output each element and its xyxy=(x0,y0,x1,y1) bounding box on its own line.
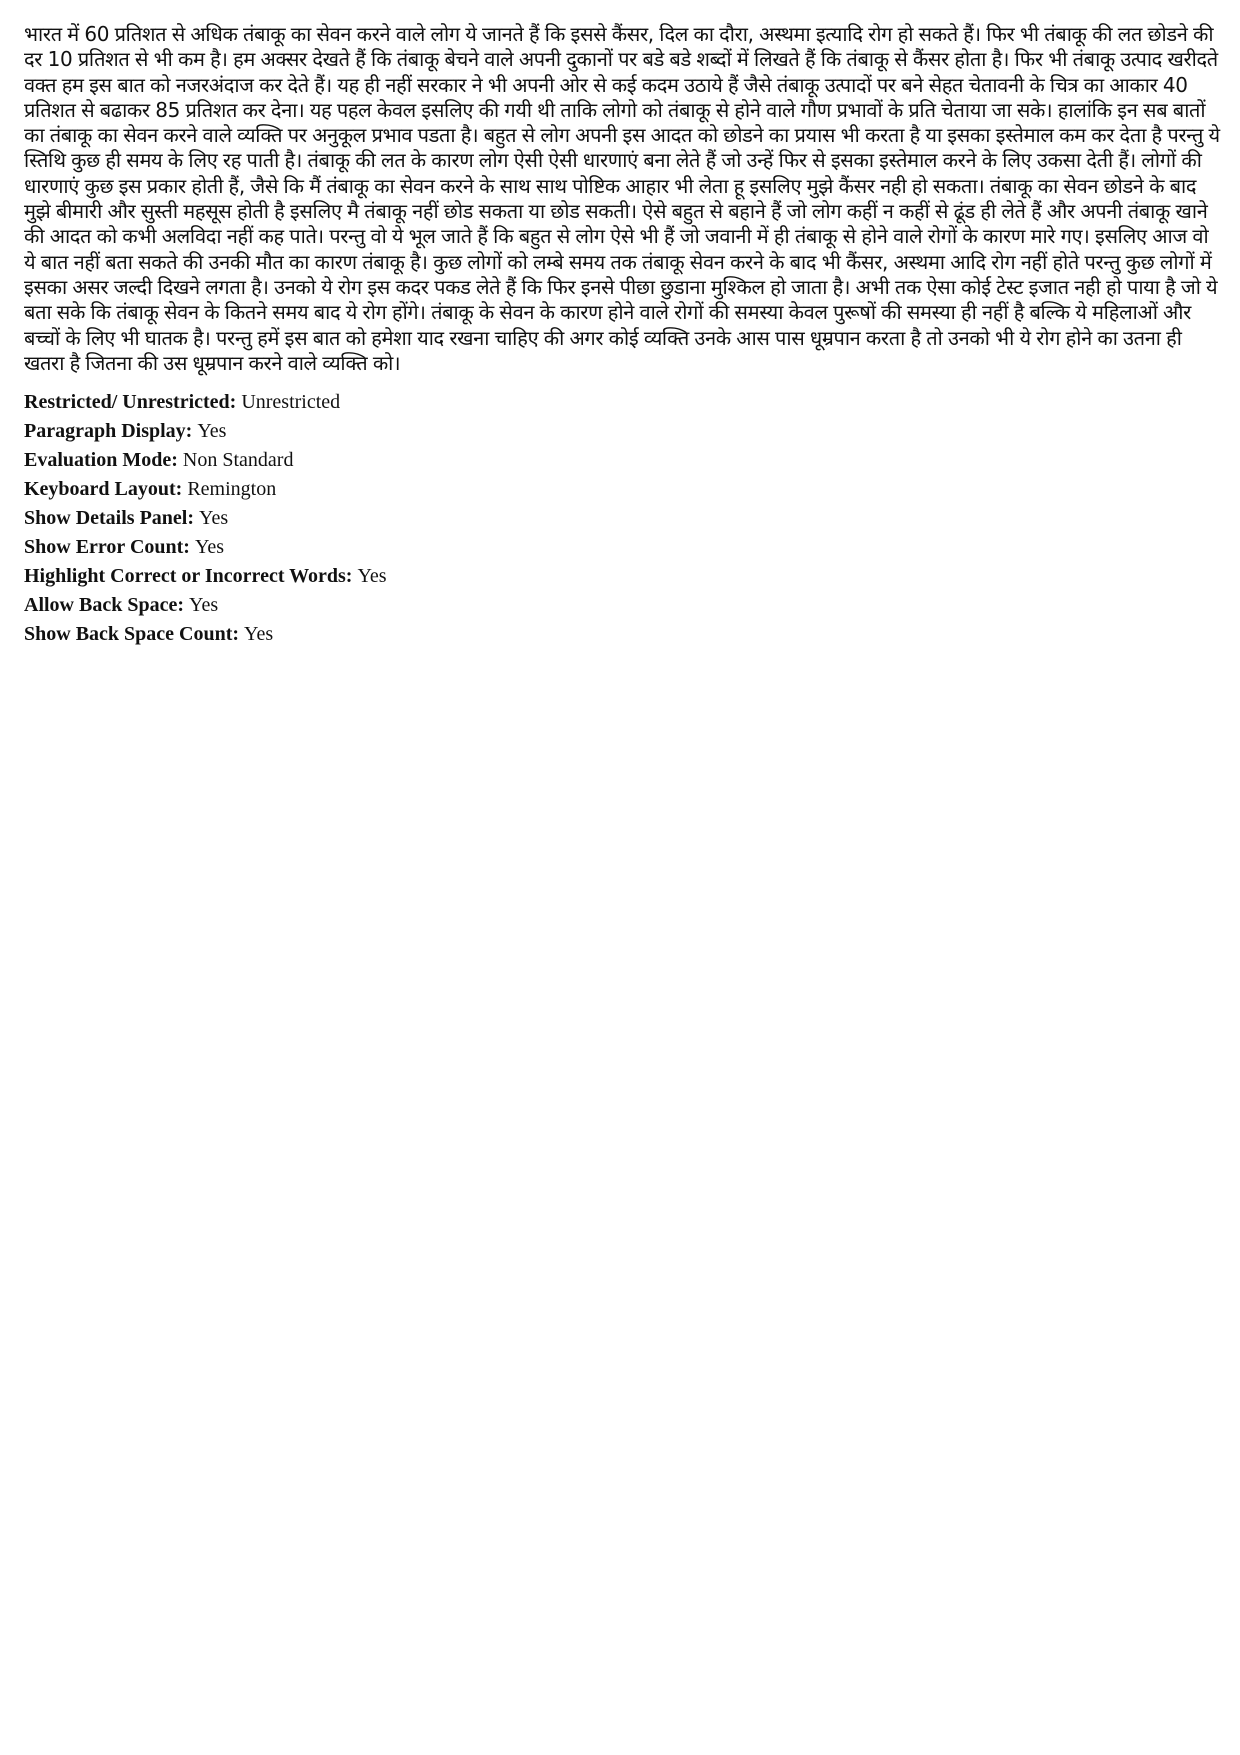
setting-value: Yes xyxy=(244,623,274,646)
setting-value: Remington xyxy=(187,478,277,501)
setting-value: Unrestricted xyxy=(241,391,341,414)
setting-paragraph-display xyxy=(24,417,1220,446)
setting-label: Highlight Correct or Incorrect Words: xyxy=(24,565,358,588)
setting-value: Yes xyxy=(194,536,225,559)
setting-value: Yes xyxy=(197,420,227,443)
setting-highlight-words xyxy=(24,562,1220,591)
setting-label: Show Details Panel: xyxy=(24,507,199,530)
setting-label: Keyboard Layout: xyxy=(24,478,188,501)
setting-keyboard-layout xyxy=(24,475,1220,504)
settings-list xyxy=(24,388,1220,649)
setting-allow-back-space xyxy=(24,591,1220,620)
setting-label: Paragraph Display: xyxy=(24,420,198,443)
setting-label: Allow Back Space: xyxy=(24,594,189,617)
document-page xyxy=(24,22,1220,649)
setting-label: Show Error Count: xyxy=(24,536,195,559)
setting-label: Show Back Space Count: xyxy=(24,623,245,646)
setting-show-details-panel xyxy=(24,504,1220,533)
setting-value: Yes xyxy=(189,594,219,617)
setting-restricted xyxy=(24,388,1220,417)
setting-label: Restricted/ Unrestricted: xyxy=(24,391,242,414)
setting-value: Yes xyxy=(357,565,387,588)
setting-show-back-space-count xyxy=(24,620,1220,649)
setting-value: Yes xyxy=(199,507,229,530)
setting-show-error-count xyxy=(24,533,1220,562)
setting-label: Evaluation Mode: xyxy=(24,449,183,472)
setting-evaluation-mode xyxy=(24,446,1220,475)
typing-passage: भारत में 60 प्रतिशत से अधिक तंबाकू का सेवन करने वाले लोग ये जानते हैं कि इससे कैंसर, दिल का दौरा, अस्थमा इत्यादि रोग हो सकते हैं। फिर भी तंबाकू की लत छोडने की दर 10 प्रतिशत से भी कम है। हम अक्सर देखते हैं कि तंबाकू बेचने वाले अपनी दुकानों पर बडे बडे शब्दों में लिखते हैं कि तंबाकू से कैंसर होता है। फिर भी तंबाकू उत्पाद खरीदते वक्त हम इस बात को नजरअंदाज कर देते हैं। यह ही नहीं सरकार ने भी अपनी ओर से कई कदम उठाये हैं जैसे तंबाकू उत्पादों पर बने सेहत चेतावनी के चित्र का आकार 40 प्रतिशत से बढाकर 85 प्रतिशत कर देना। यह पहल केवल इसलिए की गयी थी ताकि लोगो को तंबाकू से होने वाले गौण प्रभावों के प्रति चेताया जा सके। हालांकि इन सब बातों का तंबाकू का सेवन करने वाले व्यक्ति पर अनुकूल प्रभाव पडता है। बहुत से लोग अपनी इस आदत को छोडने का प्रयास भी करता है या इसका इस्तेमाल कम कर देता है परन्तु ये स्तिथि कुछ ही समय के लिए रह पाती है। तंबाकू की लत के कारण लोग ऐसी ऐसी धारणाएं बना लेते हैं जो उन्हें फिर से इसका इस्तेमाल करने के लिए उकसा देती हैं। लोगों की धारणाएं कुछ इस प्रकार होती हैं, जैसे कि मैं तंबाकू का सेवन करने के साथ साथ पोष्टिक आहार भी लेता हू इसलिए मुझे कैंसर नही हो सकता। तंबाकू का सेवन छोडने के बाद मुझे बीमारी और सुस्ती महसूस होती है इसलिए मै तंबाकू नहीं छोड सकता या छोड सकती। ऐसे बहुत से बहाने हैं जो लोग कहीं न कहीं से ढूंड ही लेते हैं और अपनी तंबाकू खाने की आदत को कभी अलविदा नहीं कह पाते। परन्तु वो ये भूल जाते हैं कि बहुत से लोग ऐसे भी हैं जो जवानी में ही तंबाकू से होने वाले रोगों के कारण मारे गए। इसलिए आज वो ये बात नहीं बता सकते की उनकी मौत का कारण तंबाकू है। कुछ लोगों को लम्बे समय तक तंबाकू सेवन करने के बाद भी कैंसर, अस्थमा आदि रोग नहीं होते परन्तु कुछ लोगों में इसका असर जल्दी दिखने लगता है। उनको ये रोग इस कदर पकड लेते हैं कि फिर इनसे पीछा छुडाना मुश्किल हो जाता है। अभी तक ऐसा कोई टेस्ट इजात नही हो पाया है जो ये बता सके कि तंबाकू सेवन के कितने समय बाद ये रोग होंगे। तंबाकू के सेवन के कारण होने वाले रोगों की समस्या केवल पुरूषों की समस्या ही नहीं है बल्कि ये महिलाओं और बच्चों के लिए भी घातक है। परन्तु हमें इस बात को हमेशा याद रखना चाहिए की अगर कोई व्यक्ति उनके आस पास धूम्रपान करता है तो उनको भी ये रोग होने का उतना ही खतरा है जितना की उस धूम्रपान करने वाले व्यक्ति को। xyxy=(24,22,1220,375)
setting-value: Non Standard xyxy=(182,449,294,472)
